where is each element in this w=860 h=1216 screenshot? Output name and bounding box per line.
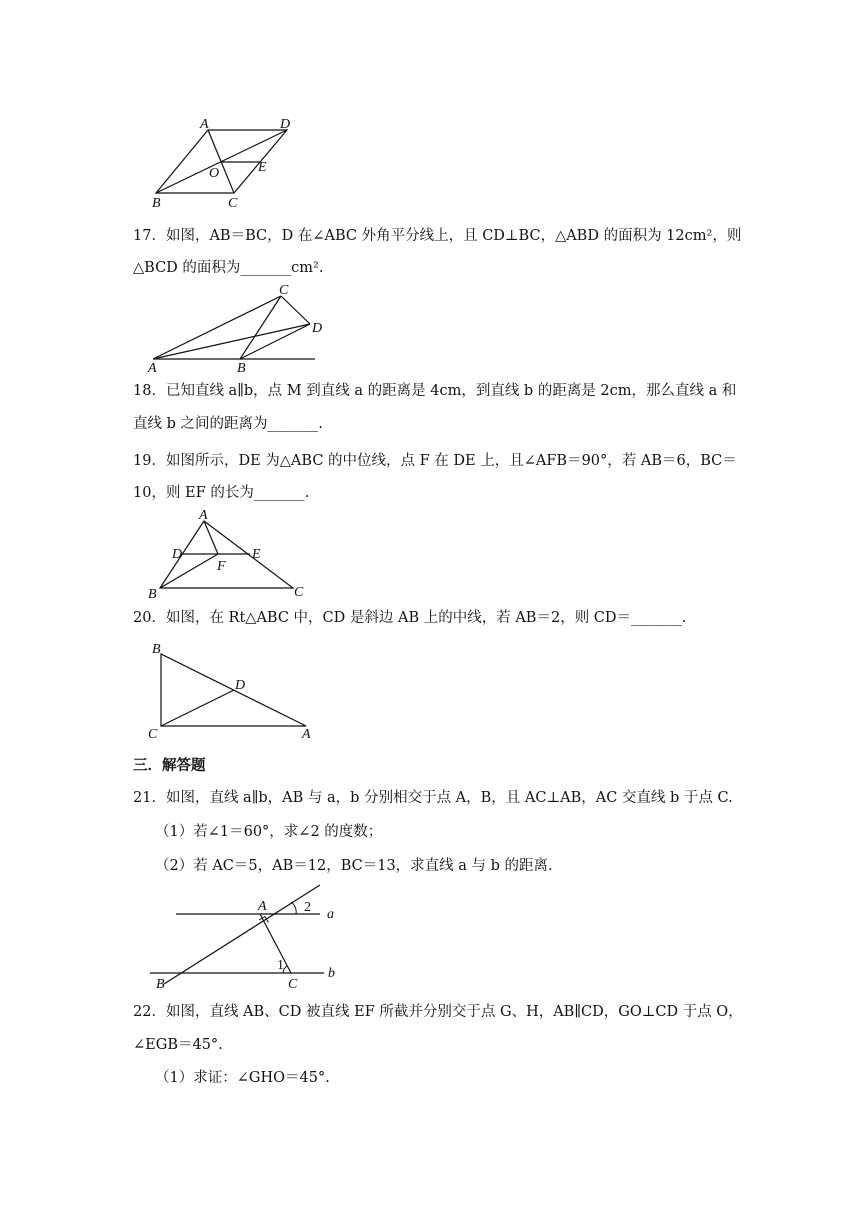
- label-angle-1: 1: [277, 958, 284, 973]
- label-d: D: [172, 547, 183, 562]
- figure-21-svg: [144, 880, 344, 992]
- label-b: B: [237, 361, 246, 374]
- figure-17-svg: [145, 282, 330, 374]
- segment-ad: [153, 324, 310, 359]
- section-title: 三．解答题: [133, 758, 206, 774]
- figure-20: [146, 638, 321, 742]
- label-f: F: [217, 559, 226, 574]
- q20-line1: 20．如图，在 Rt△ABC 中，CD 是斜边 AB 上的中线，若 AB＝2，则 CD＝_______.: [133, 610, 687, 626]
- segment-bf: [160, 554, 218, 588]
- median-cd: [161, 690, 234, 726]
- q19-line2: 10，则 EF 的长为_______.: [133, 485, 310, 501]
- q22-part1: （1）求证：∠GHO＝45°.: [155, 1070, 330, 1086]
- label-a: A: [302, 727, 311, 742]
- label-line-b: b: [328, 966, 335, 981]
- label-c-point: C: [288, 977, 298, 992]
- label-c: C: [148, 727, 158, 742]
- q19-line1: 19．如图所示，DE 为△ABC 的中位线，点 F 在 DE 上，且∠AFB＝90°，若 AB＝6，BC＝: [133, 453, 737, 469]
- figure-20-svg: [146, 638, 321, 742]
- figure-16-svg: [148, 113, 308, 211]
- label-a: A: [200, 117, 209, 132]
- label-line-a: a: [327, 907, 334, 922]
- label-b-point: B: [156, 977, 165, 992]
- segment-cd: [281, 296, 310, 324]
- label-d: D: [280, 117, 291, 132]
- label-angle-2: 2: [304, 900, 311, 915]
- q17-line2: △BCD 的面积为_______cm².: [133, 260, 324, 276]
- q17-line1: 17．如图，AB＝BC，D 在∠ABC 外角平分线上，且 CD⊥BC，△ABD 的面积为 12cm²，则: [133, 228, 742, 244]
- figure-19-svg: [146, 506, 311, 600]
- label-e: E: [258, 160, 267, 175]
- figure-21: [144, 880, 344, 992]
- q18-line2: 直线 b 之间的距离为_______.: [133, 416, 323, 432]
- q21-line1: 21．如图，直线 a∥b，AB 与 a，b 分别相交于点 A，B，且 AC⊥AB，AC 交直线 b 于点 C.: [133, 790, 733, 806]
- segment-ac: [260, 914, 291, 973]
- label-b: B: [152, 196, 161, 211]
- label-d: D: [312, 321, 323, 336]
- label-a: A: [199, 508, 208, 523]
- angle-2-arc: [291, 902, 296, 914]
- figure-19: [146, 506, 311, 600]
- label-c: C: [279, 283, 289, 298]
- q21-part1: （1）若∠1＝60°，求∠2 的度数；: [155, 824, 383, 840]
- label-e: E: [252, 547, 261, 562]
- label-a: A: [148, 361, 157, 374]
- segment-ac: [153, 296, 281, 359]
- q21-part2: （2）若 AC＝5，AB＝12，BC＝13，求直线 a 与 b 的距离.: [155, 858, 553, 874]
- label-b: B: [148, 587, 157, 600]
- label-d: D: [235, 678, 246, 693]
- segment-bd: [240, 324, 310, 359]
- figure-17: [145, 282, 330, 374]
- line-ab: [164, 885, 320, 984]
- q18-line1: 18．已知直线 a∥b，点 M 到直线 a 的距离是 4cm，到直线 b 的距离是 2cm，那么直线 a 和: [133, 383, 737, 399]
- q22-line1: 22．如图，直线 AB、CD 被直线 EF 所截并分别交于点 G、H，AB∥CD，GO⊥CD 于点 O，: [133, 1004, 743, 1020]
- label-o: O: [209, 166, 220, 181]
- q22-line2: ∠EGB＝45°.: [133, 1037, 223, 1053]
- label-a-point: A: [258, 899, 267, 914]
- figure-16: [148, 113, 308, 211]
- label-c: C: [228, 196, 238, 211]
- label-c: C: [294, 585, 304, 600]
- label-b: B: [152, 642, 161, 657]
